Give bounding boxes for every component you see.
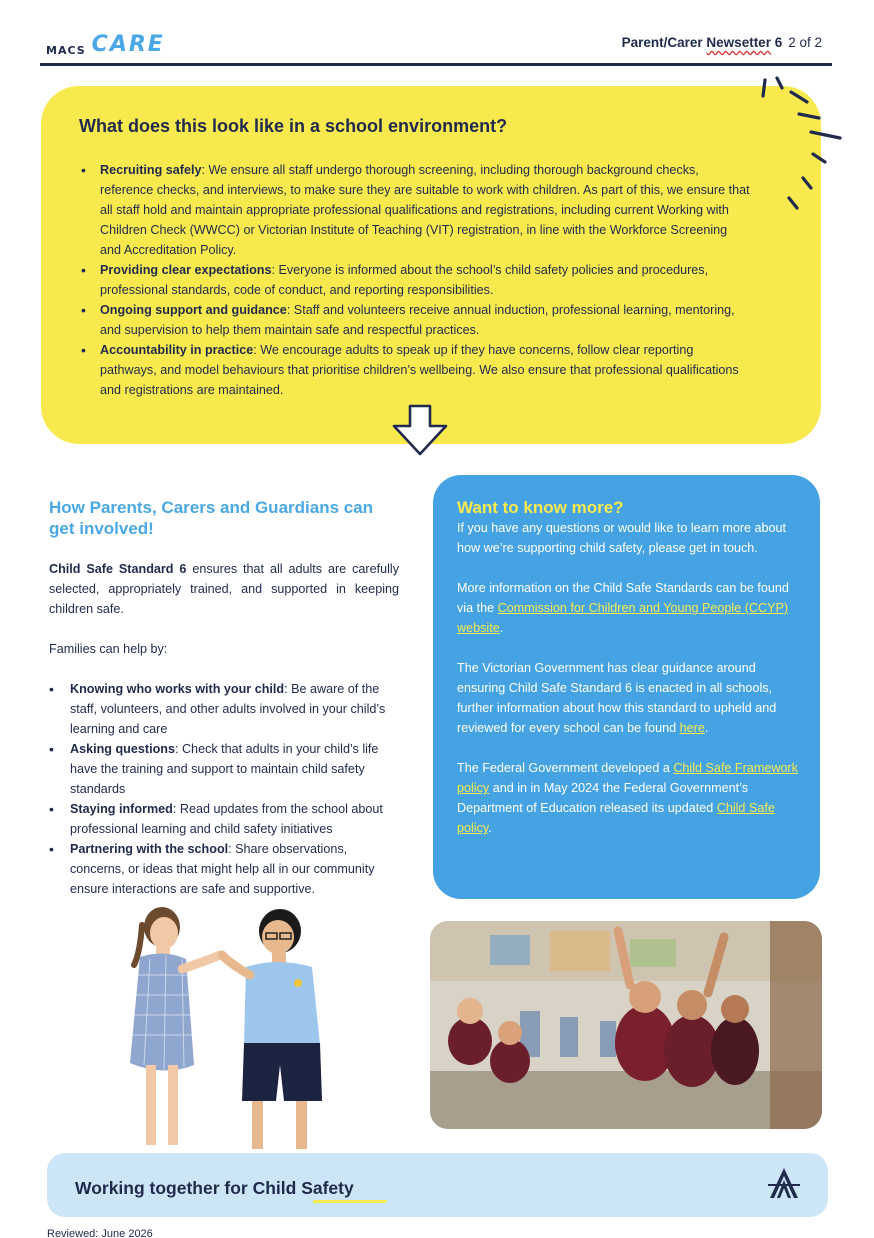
get-involved-list (49, 679, 399, 899)
intro-bold: Child Safe Standard 6 (49, 562, 187, 576)
item-label: Accountability in practice (100, 343, 254, 357)
list-item (49, 679, 399, 739)
school-environment-panel (41, 86, 821, 444)
item-text: : Read updates from the school about professional learning and child safety initiatives (70, 802, 383, 836)
paragraph-text: . (488, 821, 492, 835)
paragraph-text: . (704, 721, 709, 735)
know-more-paragraph-victorian (457, 658, 805, 738)
item-label: Knowing who works with your child (70, 682, 285, 696)
families-label: Families can help by: (49, 642, 168, 656)
list-item (49, 839, 399, 899)
list-item (81, 260, 751, 300)
list-item (81, 300, 751, 340)
list-item (49, 739, 399, 799)
macs-emblem-icon (764, 1166, 804, 1200)
intro-text: ensures that all adults are carefully selected, appropriately trained, and supported in keeping children safe. (49, 562, 399, 616)
logo-care-text: CARE (91, 32, 165, 57)
know-more-panel (433, 475, 820, 899)
item-text: : Staff and volunteers receive annual induction, professional learning, mentoring, and supervision to help them maintain safe and respectful practices. (100, 303, 735, 337)
item-text: : Share observations, concerns, or ideas that might help all in our community ensure interactions are safe and supportive. (70, 842, 375, 896)
child-safe-framework-link[interactable]: Child Safe Framework policy (457, 761, 798, 795)
know-more-paragraph-federal (457, 758, 805, 838)
school-environment-list (81, 160, 751, 400)
down-arrow-icon (390, 404, 450, 458)
paragraph-text: The Victorian Government has clear guidance around ensuring Child Safe Standard 6 is enacted in all schools, further information about how this standard to upheld and reviewed for every school can be found (457, 661, 777, 735)
here-link[interactable]: here (679, 721, 705, 735)
paragraph-text: . (499, 621, 504, 635)
list-item (49, 799, 399, 839)
footer-banner-underline (313, 1200, 387, 1203)
page-header (40, 28, 832, 66)
item-text: : Check that adults in your child’s life have the training and support to maintain child safety standards (70, 742, 379, 796)
paragraph-text: More information on the Child Safe Standards can be found via the (457, 581, 789, 615)
classroom-illustration (430, 921, 822, 1129)
list-item (81, 160, 751, 260)
sun-rays-decoration-icon (755, 70, 855, 220)
item-label: Ongoing support and guidance (100, 303, 287, 317)
item-text: : We encourage adults to speak up if they have concerns, follow clear reporting pathways, and model behaviours that prioritise children’s wellbeing. We also ensure that professional qualifications and registrations are maintained. (100, 343, 739, 397)
newsletter-title (622, 35, 822, 50)
page-indicator: 2 of 2 (788, 35, 822, 50)
child-safe-policy-link[interactable]: Child Safe policy (457, 801, 775, 835)
footer-banner (47, 1153, 828, 1217)
classroom-photo (430, 921, 822, 1129)
get-involved-intro (49, 559, 399, 619)
newsletter-prefix: Parent/Carer (621, 35, 707, 50)
school-environment-title: What does this look like in a school environment? (79, 116, 508, 136)
item-label: Providing clear expectations (100, 263, 272, 277)
children-high-five-photo (120, 905, 350, 1155)
macs-care-logo (46, 32, 165, 57)
know-more-paragraph-contact: If you have any questions or would like to learn more about how we’re supporting child safety, please get in touch. (457, 521, 787, 555)
get-involved-title: How Parents, Carers and Guardians can get involved! (49, 498, 374, 538)
reviewed-date: Reviewed: June 2026 (47, 1228, 153, 1238)
know-more-title: Want to know more? (457, 498, 624, 517)
list-item (81, 340, 751, 400)
item-text: : We ensure all staff undergo thorough screening, including thorough background checks, reference checks, and interviews, to make sure they are suitable to work with children. As part of this, we ensure that all staff hold and maintain appropriate professional qualifications and registrations, including current Working with Children Check (WWCC) or Victorian Institute of Teaching (VIT) registration, in line with the Workforce Screening and Accreditation Policy. (100, 163, 750, 257)
item-label: Asking questions (70, 742, 175, 756)
ccyp-website-link[interactable]: Commission for Children and Young People (CCYP) website (457, 601, 789, 635)
logo-macs-text: MACS (46, 44, 86, 57)
paragraph-text: and in in May 2024 the Federal Government’s Department of Education released its updated (457, 781, 748, 815)
know-more-paragraph-ccyp (457, 578, 805, 638)
newsletter-word: Newsetter (706, 35, 771, 50)
item-label: Staying informed (70, 802, 173, 816)
item-label: Partnering with the school (70, 842, 229, 856)
footer-banner-text: Working together for Child Safety (75, 1178, 354, 1198)
item-text: : Everyone is informed about the school’s child safety policies and procedures, professional standards, code of conduct, and reporting responsibilities. (100, 263, 709, 297)
newsletter-number: 6 (770, 35, 783, 50)
get-involved-section (49, 497, 399, 899)
item-label: Recruiting safely (100, 163, 202, 177)
paragraph-text: The Federal Government developed a (457, 761, 674, 775)
item-text: : Be aware of the staff, volunteers, and other adults involved in your child’s learning and care (70, 682, 386, 736)
